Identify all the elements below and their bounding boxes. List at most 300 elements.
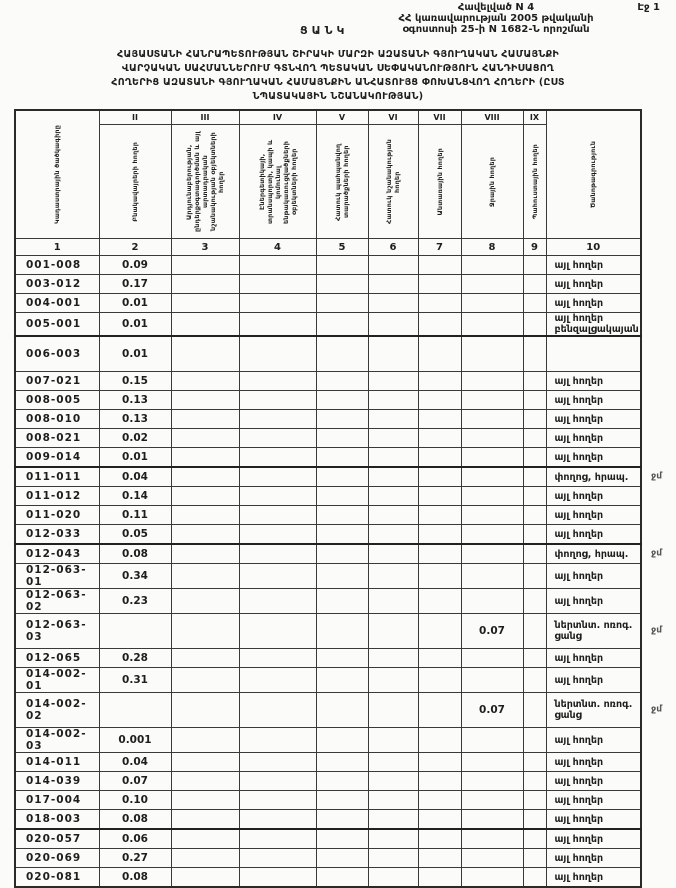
column-label: Ծանոթագրություն [589,141,598,208]
value-cell-4 [239,810,316,830]
value-cell-8 [461,649,523,668]
table-header [15,110,641,256]
value-cell-2: 0.15 [99,372,171,391]
note-text: այլ հողեր [554,775,604,787]
value-cell-4 [239,467,316,487]
value-cell-9 [523,693,546,728]
value-cell-2: 0.05 [99,525,171,545]
note-text: փողոց, հրապ. [554,471,629,483]
value-cell-9 [523,525,546,545]
appendix-block [346,2,646,35]
table-row [15,544,641,564]
table-row [15,849,641,868]
value-cell-2: 0.34 [99,564,171,589]
table-row [15,391,641,410]
note-text: այլ հողեր [554,652,604,664]
value-cell-4 [239,525,316,545]
value-cell-3 [171,391,239,410]
note-cell [546,544,662,564]
value-cell-7 [418,506,461,525]
value-cell-6 [368,810,418,830]
note-cell [546,429,641,448]
cadastral-code-cell: 011-020 [15,506,99,525]
value-cell-8 [461,294,523,313]
value-cell-4 [239,256,316,275]
value-cell-4 [239,487,316,506]
note-text-line2: ցանց [554,710,582,721]
value-cell-9 [523,256,546,275]
value-cell-5 [316,849,368,868]
value-cell-3 [171,275,239,294]
value-cell-5 [316,753,368,772]
value-cell-8 [461,336,523,372]
value-cell-6 [368,668,418,693]
value-cell-6 [368,391,418,410]
value-cell-3 [171,668,239,693]
appendix-title: Հավելված N 4 [457,2,535,13]
value-cell-3 [171,614,239,649]
value-cell-3 [171,829,239,849]
value-cell-8 [461,849,523,868]
value-cell-6 [368,589,418,614]
table-row [15,313,641,337]
value-cell-3 [171,791,239,810]
note-text-line2: բենզալցակայան [554,324,639,335]
column-label: Կադաստրային ծածկագիրը [53,125,62,224]
value-cell-5 [316,506,368,525]
value-cell-3 [171,429,239,448]
column-header [418,110,461,239]
value-cell-6 [368,849,418,868]
value-cell-5 [316,313,368,337]
value-cell-3 [171,372,239,391]
value-cell-5 [316,336,368,372]
table-row [15,336,641,372]
value-cell-4 [239,668,316,693]
note-cell [546,849,641,868]
value-cell-7 [418,275,461,294]
column-label: Պահուստային հողեր [530,143,539,220]
value-cell-4 [239,728,316,753]
value-cell-9 [523,336,546,372]
value-cell-7 [418,589,461,614]
value-cell-2: 0.04 [99,467,171,487]
value-cell-6 [368,410,418,429]
value-cell-3 [171,564,239,589]
value-cell-8 [461,868,523,888]
table-row [15,448,641,468]
value-cell-8 [461,753,523,772]
column-roman-numeral: VII [419,111,461,125]
value-cell-9 [523,564,546,589]
note-cell [546,564,641,589]
cadastral-code-cell: 001-008 [15,256,99,275]
value-cell-6 [368,544,418,564]
cadastral-code-cell: 007-021 [15,372,99,391]
value-cell-9 [523,868,546,888]
note-text: այլ հողեր [554,509,604,521]
value-cell-9 [523,649,546,668]
value-cell-9 [523,829,546,849]
value-cell-4 [239,791,316,810]
note-cell [546,868,641,888]
note-cell [546,829,641,849]
value-cell-8 [461,544,523,564]
cadastral-code-cell: 011-011 [15,467,99,487]
cadastral-code-cell: 014-002-01 [15,668,99,693]
value-cell-8 [461,506,523,525]
note-text: այլ հողեր [554,813,604,825]
value-cell-7 [418,467,461,487]
value-cell-8 [461,410,523,429]
value-cell-9 [523,294,546,313]
cadastral-code-cell: 004-001 [15,294,99,313]
value-cell-4 [239,410,316,429]
value-cell-8 [461,448,523,468]
value-cell-7 [418,448,461,468]
value-cell-4 [239,372,316,391]
value-cell-9 [523,772,546,791]
value-cell-4 [239,693,316,728]
value-cell-9 [523,391,546,410]
column-number: 9 [523,239,546,256]
note-cell [546,410,641,429]
column-roman-numeral: IV [240,111,316,125]
note-text-line2: ցանց [554,631,582,642]
value-cell-6 [368,753,418,772]
note-text: այլ հողեր [554,674,604,686]
column-header [546,110,641,239]
value-cell-8 [461,467,523,487]
value-cell-2: 0.001 [99,728,171,753]
value-cell-3 [171,810,239,830]
value-cell-5 [316,649,368,668]
title-line-2: ՎԱՐՉԱԿԱՆ ՍԱՀՄԱՆՆԵՐՈՒՄ ԳՏՆՎՈՂ ՊԵՏԱԿԱՆ ՍԵՓԱԿԱՆՈՒԹՅՈՒՆ ՀԱՆԴԻՍԱՑՈՂ [121,63,555,74]
margin-annotation: ջմ [651,704,662,715]
cadastral-code-cell: 012-063-02 [15,589,99,614]
value-cell-7 [418,753,461,772]
value-cell-4 [239,544,316,564]
value-cell-8 [461,564,523,589]
column-label: Բնակավայրերի հողեր [131,141,139,222]
note-cell [546,614,662,649]
value-cell-6 [368,294,418,313]
value-cell-5 [316,429,368,448]
note-cell [546,313,641,337]
value-cell-9 [523,448,546,468]
value-cell-5 [316,275,368,294]
value-cell-7 [418,649,461,668]
value-cell-9 [523,810,546,830]
cadastral-code-cell: 020-069 [15,849,99,868]
table-row [15,256,641,275]
value-cell-9 [523,791,546,810]
value-cell-4 [239,275,316,294]
value-cell-5 [316,772,368,791]
value-cell-9 [523,275,546,294]
value-cell-2: 0.02 [99,429,171,448]
value-cell-4 [239,829,316,849]
note-text: այլ հողեր [554,278,604,290]
note-cell [546,791,641,810]
value-cell-2: 0.01 [99,294,171,313]
value-cell-8 [461,668,523,693]
value-cell-2: 0.10 [99,791,171,810]
note-cell [546,372,641,391]
value-cell-8 [461,791,523,810]
value-cell-2: 0.27 [99,849,171,868]
value-cell-9 [523,410,546,429]
value-cell-8 [461,728,523,753]
value-cell-8 [461,256,523,275]
cadastral-code-cell: 014-011 [15,753,99,772]
note-cell [546,294,641,313]
column-label: Հատուկ նշանակության հողեր [385,139,401,224]
note-text: այլ հողեր [554,451,604,463]
column-roman-numeral: IX [524,111,546,125]
value-cell-9 [523,313,546,337]
value-cell-7 [418,791,461,810]
value-cell-8 [461,487,523,506]
value-cell-5 [316,589,368,614]
cadastral-code-cell: 012-063-03 [15,614,99,649]
value-cell-7 [418,525,461,545]
value-cell-9 [523,429,546,448]
note-text: փողոց, հրապ. [554,548,629,560]
value-cell-2: 0.07 [99,772,171,791]
value-cell-9 [523,849,546,868]
value-cell-6 [368,614,418,649]
value-cell-7 [418,849,461,868]
value-cell-5 [316,391,368,410]
value-cell-5 [316,829,368,849]
value-cell-4 [239,313,316,337]
note-cell [546,693,662,728]
value-cell-3 [171,649,239,668]
value-cell-8 [461,275,523,294]
value-cell-6 [368,772,418,791]
value-cell-3 [171,525,239,545]
note-cell [546,448,641,468]
value-cell-6 [368,313,418,337]
value-cell-2: 0.08 [99,544,171,564]
cadastral-code-cell: 014-002-02 [15,693,99,728]
value-cell-3 [171,294,239,313]
value-cell-5 [316,693,368,728]
column-label: Ջրային հողեր [488,156,496,207]
value-cell-2: 0.28 [99,649,171,668]
value-cell-5 [316,256,368,275]
value-cell-7 [418,429,461,448]
column-number: 8 [461,239,523,256]
value-cell-8: 0.07 [461,693,523,728]
note-cell [546,506,641,525]
table-row [15,564,641,589]
value-cell-4 [239,753,316,772]
value-cell-4 [239,614,316,649]
title-line-3: ՀՈՂԵՐԻՑ ԱԶԱՏԱՆԻ ԳՅՈՒՂԱԿԱՆ ՀԱՄԱՅՆՔԻՆ ԱՆՀԱՏՈՒՅՑ ՓՈԽԱՆՑՎՈՂ ՀՈՂԵՐԻ (ԸՍՏ [111,77,565,88]
column-header [523,110,546,239]
document-title [18,48,658,104]
value-cell-2: 0.06 [99,829,171,849]
table-row [15,372,641,391]
table-row [15,589,641,614]
value-cell-2: 0.01 [99,448,171,468]
value-cell-3 [171,256,239,275]
value-cell-9 [523,614,546,649]
value-cell-6 [368,868,418,888]
column-roman-numeral: VI [369,111,418,125]
note-cell [546,772,641,791]
value-cell-6 [368,487,418,506]
value-cell-7 [418,728,461,753]
value-cell-6 [368,693,418,728]
note-cell [546,753,641,772]
note-text: այլ հողեր [554,413,604,425]
value-cell-8 [461,589,523,614]
value-cell-9 [523,544,546,564]
value-cell-9 [523,372,546,391]
table-row [15,275,641,294]
land-parcels-table [14,109,662,888]
cadastral-code-cell: 009-014 [15,448,99,468]
cadastral-code-cell: 020-081 [15,868,99,888]
note-text: ներտնտ. ոռոգ. [554,620,633,631]
value-cell-2: 0.23 [99,589,171,614]
cadastral-code-cell: 020-057 [15,829,99,849]
decree-reference-line-2: օգոստոսի 25-ի N 1682-Ն որոշման [402,24,590,35]
value-cell-2: 0.04 [99,753,171,772]
value-cell-7 [418,668,461,693]
cadastral-code-cell: 014-039 [15,772,99,791]
value-cell-7 [418,544,461,564]
value-cell-7 [418,564,461,589]
note-text: այլ հողեր [554,259,604,271]
title-line-4: ՆՊԱՏԱԿԱՅԻՆ ՆՇԱՆԱԿՈՒԹՅԱՆ) [252,91,424,102]
value-cell-3 [171,544,239,564]
value-cell-9 [523,668,546,693]
value-cell-4 [239,772,316,791]
value-cell-4 [239,429,316,448]
value-cell-6 [368,256,418,275]
value-cell-5 [316,728,368,753]
value-cell-7 [418,487,461,506]
cadastral-code-cell: 017-004 [15,791,99,810]
table-row [15,693,641,728]
value-cell-4 [239,849,316,868]
value-cell-7 [418,294,461,313]
value-cell-4 [239,336,316,372]
value-cell-7 [418,313,461,337]
note-text: այլ հողեր [554,297,604,309]
note-cell [546,467,662,487]
value-cell-3 [171,410,239,429]
column-numbers-row [15,239,641,256]
value-cell-9 [523,487,546,506]
margin-annotation: ջմ [651,625,662,636]
value-cell-4 [239,649,316,668]
value-cell-3 [171,849,239,868]
note-cell [546,525,641,545]
table-row [15,294,641,313]
note-cell [546,668,641,693]
value-cell-6 [368,372,418,391]
page-header [0,0,676,44]
value-cell-2: 0.09 [99,256,171,275]
note-text: այլ հողեր [554,313,604,324]
value-cell-5 [316,467,368,487]
cadastral-code-cell: 008-021 [15,429,99,448]
value-cell-3 [171,313,239,337]
value-cell-7 [418,868,461,888]
note-cell [546,256,641,275]
note-cell [546,810,641,830]
value-cell-5 [316,668,368,693]
value-cell-3 [171,868,239,888]
table-row [15,487,641,506]
decree-reference-line-1: ՀՀ կառավարության 2005 թվականի [398,13,594,24]
cadastral-code-cell: 012-043 [15,544,99,564]
note-text: այլ հողեր [554,756,604,768]
value-cell-2: 0.08 [99,868,171,888]
column-label: Էներգետիկայի, տրանսպորտի, կապի և կոմունալ ենթակառուցվածքների օբյեկտների հողեր [257,139,298,224]
value-cell-3 [171,487,239,506]
value-cell-7 [418,829,461,849]
value-cell-9 [523,753,546,772]
note-text: այլ հողեր [554,734,604,746]
column-header [171,110,239,239]
value-cell-8 [461,372,523,391]
value-cell-2 [99,693,171,728]
cadastral-code-cell: 014-002-03 [15,728,99,753]
value-cell-6 [368,564,418,589]
cadastral-code-cell: 012-065 [15,649,99,668]
cadastral-code-cell: 018-003 [15,810,99,830]
page-number: Էջ 1 [637,2,660,13]
column-number: 7 [418,239,461,256]
column-roman-numeral: II [100,111,171,125]
value-cell-6 [368,336,418,372]
column-number: 10 [546,239,641,256]
value-cell-6 [368,525,418,545]
value-cell-2: 0.31 [99,668,171,693]
value-cell-3 [171,448,239,468]
column-number: 3 [171,239,239,256]
value-cell-9 [523,589,546,614]
column-header [368,110,418,239]
column-number: 4 [239,239,316,256]
value-cell-2: 0.14 [99,487,171,506]
value-cell-2: 0.01 [99,313,171,337]
value-cell-4 [239,448,316,468]
column-header [239,110,316,239]
value-cell-4 [239,506,316,525]
column-header [461,110,523,239]
table-row [15,614,641,649]
value-cell-4 [239,564,316,589]
table-row [15,868,641,888]
value-cell-3 [171,693,239,728]
column-roman-numeral: VIII [462,111,523,125]
value-cell-6 [368,448,418,468]
cadastral-code-cell: 008-010 [15,410,99,429]
note-text: ներտնտ. ոռոգ. [554,699,633,710]
value-cell-4 [239,868,316,888]
value-cell-2: 0.11 [99,506,171,525]
value-cell-2: 0.17 [99,275,171,294]
value-cell-7 [418,410,461,429]
note-text: այլ հողեր [554,375,604,387]
